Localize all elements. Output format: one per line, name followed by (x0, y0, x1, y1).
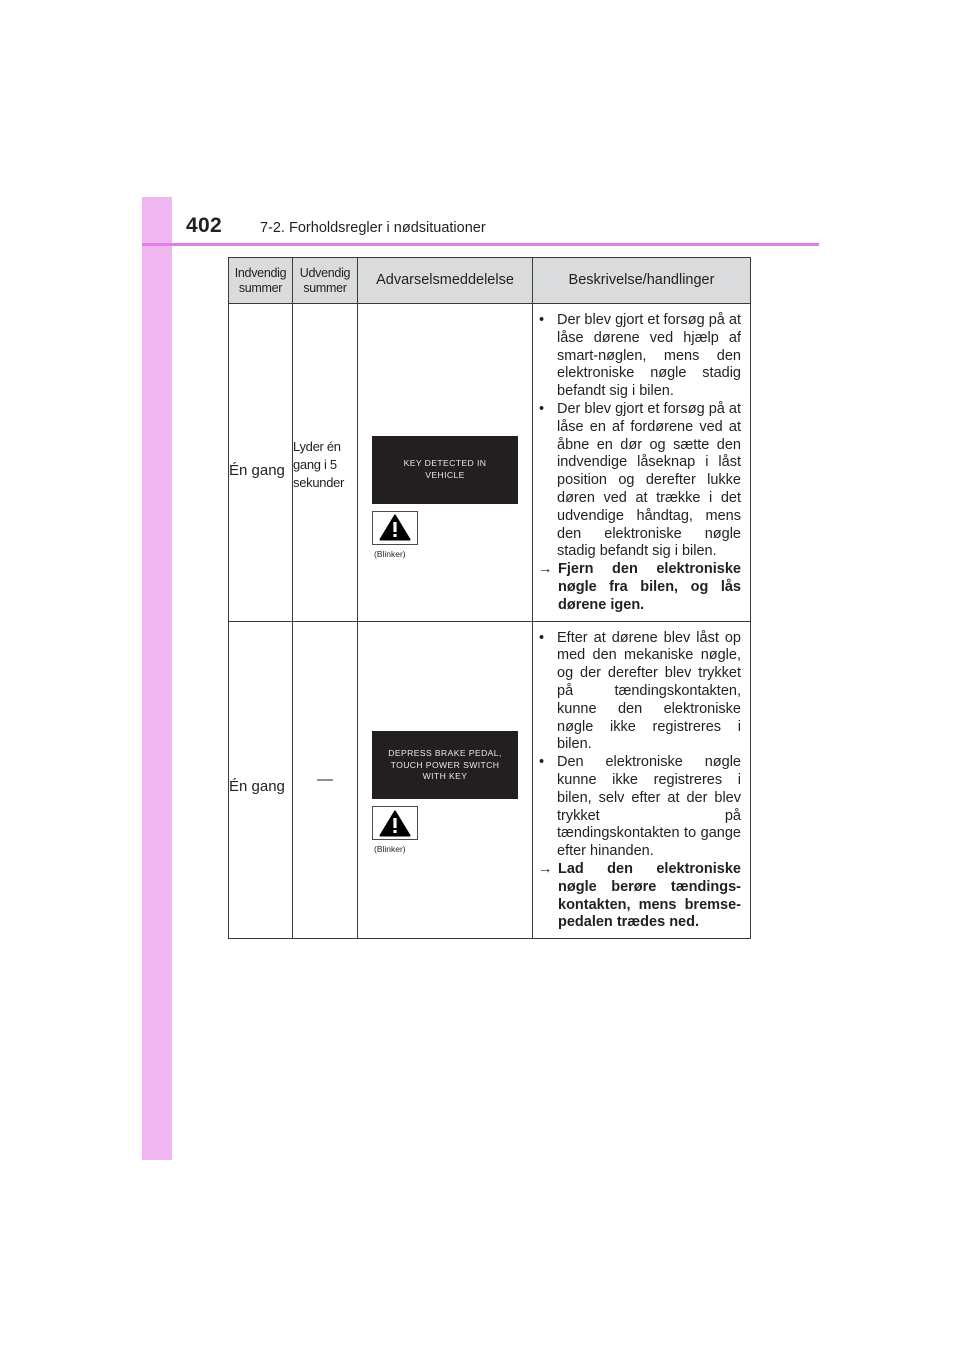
warning-triangle-icon (379, 514, 411, 541)
action-item: → Lad den elektroniske nøgle berøre tændings-kontakten, mens bremse-pedalen trædes ned. (538, 860, 741, 931)
description-cell (533, 304, 751, 622)
display-message: KEY DETECTED IN VEHICLE (372, 436, 518, 504)
arrow-icon: → (538, 561, 553, 578)
bullet: • (539, 400, 545, 417)
table-row (229, 304, 751, 622)
arrow-icon: → (538, 860, 553, 877)
header-rule (142, 243, 819, 246)
warning-message-cell (358, 304, 533, 622)
warning-light (372, 806, 418, 840)
indoor-buzzer-cell: Én gang (229, 304, 293, 622)
chapter-side-tab (142, 197, 172, 1160)
description-cell (533, 621, 751, 939)
warning-triangle-icon (379, 810, 411, 837)
bullet: • (539, 629, 545, 646)
display-message: DEPRESS BRAKE PEDAL, TOUCH POWER SWITCH WITH KEY (372, 731, 518, 799)
bullet: • (539, 754, 545, 771)
header-indoor-buzzer: Indvendig summer (229, 258, 293, 304)
blink-note: (Blinker) (374, 548, 406, 559)
table-header-row (229, 258, 751, 304)
outdoor-buzzer-cell: Lyder én gang i 5 sekunder (293, 304, 358, 622)
outdoor-buzzer-cell: — (293, 621, 358, 939)
section-title: 7-2. Forholdsregler i nødsituationer (260, 220, 486, 236)
description-item: • Der blev gjort et forsøg på at låse dørene ved hjælp af smart-nøglen, mens den elektroniske nøgle stadig befandt sig i bilen. (539, 312, 741, 400)
bullet: • (539, 312, 545, 328)
indoor-buzzer-cell: Én gang (229, 621, 293, 939)
table-row (229, 621, 751, 939)
header-outdoor-buzzer: Udvendig summer (293, 258, 358, 304)
header-warning-message: Advarselsmeddelelse (358, 258, 533, 304)
blink-note: (Blinker) (374, 844, 406, 855)
action-item: → Fjern den elektroniske nøgle fra bilen, og lås dørene igen. (538, 561, 741, 613)
description-item: • Der blev gjort et forsøg på at låse en af fordørene ved at åbne en dør og sætte den indvendige låseknap i låst position og derefter lukke døren ved at trække i det udvendige håndtag, mens den elektroniske nøgle stadig befandt sig i bilen. (539, 400, 741, 560)
description-item: • Efter at dørene blev låst op med den mekaniske nøgle, og der derefter blev trykket på tændingskontakten, kunne den elektroniske nøgle ikke registreres i bilen. (539, 629, 741, 753)
warning-table (228, 257, 751, 939)
description-item: • Den elektroniske nøgle kunne ikke registreres i bilen, selv efter at der blev trykket på tændingskontakten to gange efter hinanden. (539, 754, 741, 860)
page-number: 402 (186, 214, 222, 237)
warning-message-cell (358, 621, 533, 939)
warning-light (372, 511, 418, 545)
header-description: Beskrivelse/handlinger (533, 258, 751, 304)
